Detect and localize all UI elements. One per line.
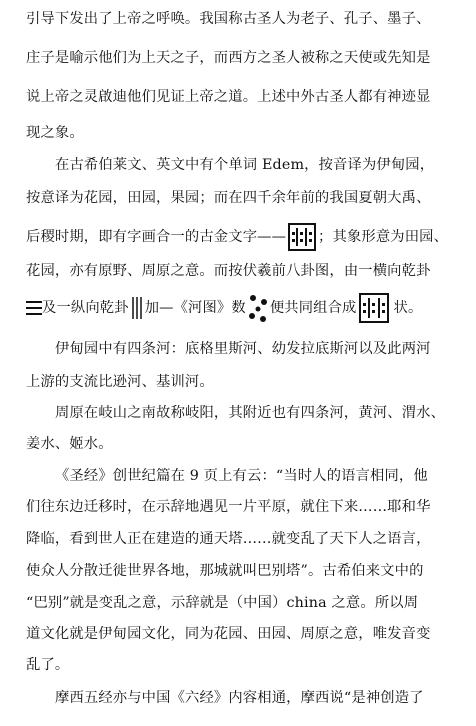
text-segment: ；其象形意为田园、: [318, 229, 449, 245]
text-line: 上游的支流比逊河、基训河。: [26, 374, 214, 390]
text-line: 按意译为花园，田园，果园；而在四千余年前的我国夏朝大禹、: [26, 190, 431, 206]
field-character-icon: [358, 292, 390, 324]
text-line: 引导下发出了上帝之呼唤。我国称古圣人为老子、孔子、墨子、: [26, 11, 431, 27]
text-line: 摩西五经亦与中国《六经》内容相通，摩西说“是神创造了: [55, 690, 424, 706]
text-segment: 及一纵向乾卦: [42, 300, 129, 316]
horizontal-qian-trigram-icon: [26, 299, 42, 317]
text-line: 庄子是喻示他们为上天之子，而西方之圣人被称之天使或先知是: [26, 50, 431, 66]
text-line: 使众人分散迁徙世界各地，那城就叫巴别塔”。古希伯来文中的: [26, 563, 424, 579]
text-segment: 便共同组合成: [269, 300, 357, 316]
text-line-with-glyph: [26, 222, 450, 252]
text-line: 在古希伯莱文、英文中有个单词 Edem，按音译为伊甸园，: [55, 157, 435, 173]
text-line: 姜水、姬水。: [26, 436, 113, 452]
text-line: 《圣经》创世纪篇在 9 页上有云：“当时人的语言相同，他: [55, 468, 428, 484]
text-segment: 状。: [393, 300, 423, 316]
text-line: 乱了。: [26, 657, 70, 673]
text-line: 降临，看到世人正在建造的通天塔……就变乱了天下人之语言，: [26, 531, 431, 547]
text-line: 道文化就是伊甸园文化，同为花园、田园、周原之意，唯发音变: [26, 626, 431, 642]
hetu-dots-icon: [248, 294, 268, 322]
text-segment: 后稷时期，即有字画合一的古金文字——: [26, 229, 287, 245]
text-line: 伊甸园中有四条河：底格里斯河、幼发拉底斯河以及此两河: [55, 341, 431, 357]
text-line: 现之象。: [26, 125, 84, 141]
text-line: “巴别”就是变乱之意，示辞就是（中国）china 之意。所以周: [26, 595, 419, 611]
text-segment: 加—《河图》数: [144, 300, 246, 316]
text-line: 花园，亦有原野、周原之意。而按伏羲前八卦图，由一横向乾卦: [26, 263, 431, 279]
text-line-with-glyphs: [26, 290, 450, 326]
vertical-qian-trigram-icon: [131, 297, 143, 319]
text-line: 们往东边迁移时，在示辞地遇见一片平原，就住下来……耶和华: [26, 499, 431, 515]
text-line: 说上帝之灵啟迪他们见证上帝之道。上述中外古圣人都有神迹显: [26, 89, 431, 105]
text-line: 周原在岐山之南故称岐阳，其附近也有四条河，黄河、渭水、: [55, 405, 446, 421]
field-character-icon: [287, 222, 317, 252]
